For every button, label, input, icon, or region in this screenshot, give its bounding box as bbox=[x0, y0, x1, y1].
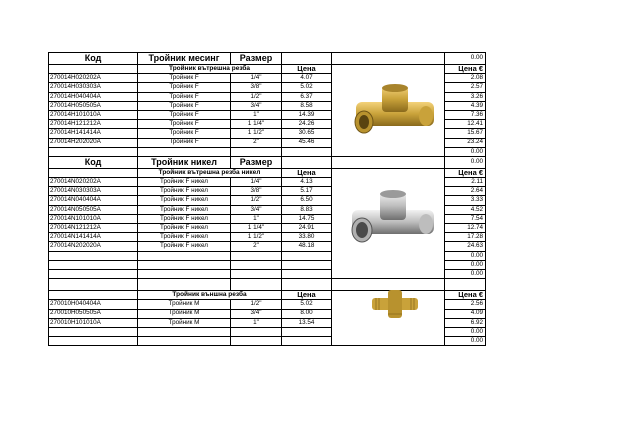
product-price-cell: 48.18 bbox=[282, 242, 332, 251]
product-size-cell bbox=[231, 337, 282, 346]
eur-price-column-header: Цена € bbox=[445, 291, 486, 300]
product-name-cell: Тройник F никел bbox=[138, 178, 231, 187]
product-code-cell: 270014H050505A bbox=[49, 101, 138, 110]
price-column-header: Цена bbox=[282, 65, 332, 74]
product-code-cell: 270014N040404A bbox=[49, 196, 138, 205]
product-code-cell: 270014N050505A bbox=[49, 205, 138, 214]
product-size-cell: 1" bbox=[231, 110, 282, 119]
product-code-cell: 270014N020202A bbox=[49, 178, 138, 187]
product-size-cell: 1/2" bbox=[231, 196, 282, 205]
product-price-cell: 4.07 bbox=[282, 74, 332, 83]
image-blank-cell bbox=[332, 53, 445, 65]
section-title bbox=[138, 279, 231, 291]
product-code-cell: 270014N202020A bbox=[49, 242, 138, 251]
product-eur-price-cell: 4.39 bbox=[445, 101, 486, 110]
product-eur-price-cell: 12.41 bbox=[445, 120, 486, 129]
product-code-cell bbox=[49, 260, 138, 269]
product-code-cell: 270014H202020A bbox=[49, 138, 138, 147]
product-name-cell: Тройник F никел bbox=[138, 233, 231, 242]
product-size-cell: 3/8" bbox=[231, 83, 282, 92]
product-size-cell: 1 1/4" bbox=[231, 224, 282, 233]
product-size-cell: 1 1/2" bbox=[231, 129, 282, 138]
product-name-cell bbox=[138, 260, 231, 269]
product-price-cell: 14.75 bbox=[282, 214, 332, 223]
eur-price-column-header: Цена € bbox=[445, 168, 486, 177]
product-eur-price-cell: 0.00 bbox=[445, 269, 486, 278]
product-name-cell: Тройник M bbox=[138, 309, 231, 318]
product-price-cell bbox=[282, 269, 332, 278]
header-blank-cell bbox=[282, 156, 332, 168]
product-eur-price-cell: 23.24 bbox=[445, 138, 486, 147]
product-eur-price-cell: 17.28 bbox=[445, 233, 486, 242]
header-eur-value bbox=[445, 279, 486, 291]
product-price-cell: 8.83 bbox=[282, 205, 332, 214]
subheader-blank-cell bbox=[49, 291, 138, 300]
product-size-cell: 1 1/2" bbox=[231, 233, 282, 242]
brass-female-tee-image bbox=[352, 82, 438, 144]
product-name-cell bbox=[138, 269, 231, 278]
product-size-cell: 3/8" bbox=[231, 187, 282, 196]
size-column-header: Размер bbox=[231, 156, 282, 168]
header-blank-cell bbox=[282, 53, 332, 65]
product-price-cell: 24.91 bbox=[282, 224, 332, 233]
product-name-cell: Тройник F bbox=[138, 129, 231, 138]
section-subtitle: Тройник вътрешна резба bbox=[138, 65, 282, 74]
product-price-cell: 24.26 bbox=[282, 120, 332, 129]
product-code-cell: 270010H101010A bbox=[49, 318, 138, 327]
product-code-cell: 270014H030303A bbox=[49, 83, 138, 92]
product-code-cell: 270010H040404A bbox=[49, 300, 138, 309]
product-eur-price-cell: 7.36 bbox=[445, 110, 486, 119]
product-name-cell: Тройник F никел bbox=[138, 242, 231, 251]
product-eur-price-cell: 0.00 bbox=[445, 327, 486, 336]
product-size-cell: 1/2" bbox=[231, 300, 282, 309]
product-code-cell: 270014H101010A bbox=[49, 110, 138, 119]
product-size-cell bbox=[231, 269, 282, 278]
product-eur-price-cell: 4.09 bbox=[445, 309, 486, 318]
product-code-cell bbox=[49, 337, 138, 346]
product-eur-price-cell: 2.56 bbox=[445, 300, 486, 309]
product-eur-price-cell: 2.64 bbox=[445, 187, 486, 196]
product-size-cell: 1/2" bbox=[231, 92, 282, 101]
product-code-cell bbox=[49, 269, 138, 278]
product-size-cell: 2" bbox=[231, 138, 282, 147]
product-name-cell: Тройник F bbox=[138, 83, 231, 92]
product-name-cell: Тройник F bbox=[138, 101, 231, 110]
product-code-cell: 270014H141414A bbox=[49, 129, 138, 138]
product-name-cell: Тройник F никел bbox=[138, 196, 231, 205]
section-subtitle: Тройник външна резба bbox=[138, 291, 282, 300]
product-size-cell: 3/4" bbox=[231, 101, 282, 110]
product-price-cell bbox=[282, 260, 332, 269]
product-code-cell: 270014H040404A bbox=[49, 92, 138, 101]
product-size-cell: 3/4" bbox=[231, 205, 282, 214]
product-size-cell: 1/4" bbox=[231, 74, 282, 83]
product-code-cell bbox=[49, 147, 138, 156]
product-size-cell: 1/4" bbox=[231, 178, 282, 187]
subheader-blank-cell bbox=[49, 65, 138, 74]
product-code-cell: 270014N030303A bbox=[49, 187, 138, 196]
product-eur-price-cell: 4.52 bbox=[445, 205, 486, 214]
code-column-header bbox=[49, 279, 138, 291]
product-eur-price-cell: 24.63 bbox=[445, 242, 486, 251]
product-price-cell bbox=[282, 147, 332, 156]
product-price-cell: 8.58 bbox=[282, 101, 332, 110]
product-name-cell: Тройник F bbox=[138, 74, 231, 83]
product-eur-price-cell: 0.00 bbox=[445, 260, 486, 269]
product-price-cell bbox=[282, 327, 332, 336]
product-eur-price-cell: 7.54 bbox=[445, 214, 486, 223]
product-name-cell: Тройник F bbox=[138, 110, 231, 119]
product-size-cell: 3/4" bbox=[231, 309, 282, 318]
section-subheader-row bbox=[49, 65, 486, 74]
product-eur-price-cell: 2.11 bbox=[445, 178, 486, 187]
price-column-header: Цена bbox=[282, 291, 332, 300]
product-name-cell bbox=[138, 327, 231, 336]
product-price-cell: 5.02 bbox=[282, 83, 332, 92]
product-name-cell: Тройник M bbox=[138, 300, 231, 309]
header-eur-value: 0.00 bbox=[445, 156, 486, 168]
product-name-cell: Тройник M bbox=[138, 318, 231, 327]
section-subtitle: Тройник вътрешна резба никел bbox=[138, 168, 282, 177]
product-price-cell: 8.00 bbox=[282, 309, 332, 318]
product-code-cell bbox=[49, 327, 138, 336]
product-price-cell: 14.39 bbox=[282, 110, 332, 119]
product-size-cell bbox=[231, 251, 282, 260]
header-blank-cell bbox=[282, 279, 332, 291]
product-size-cell bbox=[231, 327, 282, 336]
product-price-cell: 33.80 bbox=[282, 233, 332, 242]
product-price-cell: 13.54 bbox=[282, 318, 332, 327]
subheader-blank-cell bbox=[49, 168, 138, 177]
product-price-cell: 45.46 bbox=[282, 138, 332, 147]
product-size-cell: 1 1/4" bbox=[231, 120, 282, 129]
image-blank-cell bbox=[332, 156, 445, 168]
product-name-cell: Тройник F bbox=[138, 120, 231, 129]
product-price-cell: 5.02 bbox=[282, 300, 332, 309]
product-price-cell bbox=[282, 337, 332, 346]
product-eur-price-cell: 2.57 bbox=[445, 83, 486, 92]
product-size-cell bbox=[231, 260, 282, 269]
product-size-cell: 1" bbox=[231, 214, 282, 223]
product-price-cell: 6.50 bbox=[282, 196, 332, 205]
nickel-female-tee-image bbox=[348, 188, 438, 252]
product-name-cell bbox=[138, 147, 231, 156]
size-column-header bbox=[231, 279, 282, 291]
product-eur-price-cell: 3.26 bbox=[445, 92, 486, 101]
code-column-header: Код bbox=[49, 156, 138, 168]
product-size-cell: 1" bbox=[231, 318, 282, 327]
product-code-cell bbox=[49, 251, 138, 260]
product-code-cell: 270014H121212A bbox=[49, 120, 138, 129]
product-price-cell bbox=[282, 251, 332, 260]
header-eur-value: 0.00 bbox=[445, 53, 486, 65]
section-header-row bbox=[49, 53, 486, 65]
product-name-cell: Тройник F никел bbox=[138, 214, 231, 223]
product-name-cell: Тройник F bbox=[138, 92, 231, 101]
product-price-cell: 6.37 bbox=[282, 92, 332, 101]
brass-male-tee-image bbox=[370, 288, 420, 320]
product-name-cell: Тройник F никел bbox=[138, 205, 231, 214]
product-price-cell: 4.13 bbox=[282, 178, 332, 187]
product-eur-price-cell: 15.67 bbox=[445, 129, 486, 138]
size-column-header: Размер bbox=[231, 53, 282, 65]
product-eur-price-cell: 0.00 bbox=[445, 251, 486, 260]
product-name-cell bbox=[138, 251, 231, 260]
product-size-cell bbox=[231, 147, 282, 156]
product-eur-price-cell: 0.00 bbox=[445, 147, 486, 156]
product-eur-price-cell: 2.08 bbox=[445, 74, 486, 83]
product-code-cell: 270010H050505A bbox=[49, 309, 138, 318]
product-code-cell: 270014N121212A bbox=[49, 224, 138, 233]
code-column-header: Код bbox=[49, 53, 138, 65]
section-header-row bbox=[49, 156, 486, 168]
price-column-header: Цена bbox=[282, 168, 332, 177]
section-title: Тройник никел bbox=[138, 156, 231, 168]
product-code-cell: 270014N141414A bbox=[49, 233, 138, 242]
section-subheader-row bbox=[49, 168, 486, 177]
product-price-cell: 30.65 bbox=[282, 129, 332, 138]
product-name-cell: Тройник F bbox=[138, 138, 231, 147]
product-eur-price-cell: 6.92 bbox=[445, 318, 486, 327]
section-title: Тройник месинг bbox=[138, 53, 231, 65]
product-code-cell: 270014N101010A bbox=[49, 214, 138, 223]
product-eur-price-cell: 3.33 bbox=[445, 196, 486, 205]
product-name-cell: Тройник F никел bbox=[138, 224, 231, 233]
eur-price-column-header: Цена € bbox=[445, 65, 486, 74]
product-name-cell bbox=[138, 337, 231, 346]
product-eur-price-cell: 12.74 bbox=[445, 224, 486, 233]
product-eur-price-cell: 0.00 bbox=[445, 337, 486, 346]
product-name-cell: Тройник F никел bbox=[138, 187, 231, 196]
product-code-cell: 270014H020202A bbox=[49, 74, 138, 83]
product-size-cell: 2" bbox=[231, 242, 282, 251]
product-price-cell: 5.17 bbox=[282, 187, 332, 196]
